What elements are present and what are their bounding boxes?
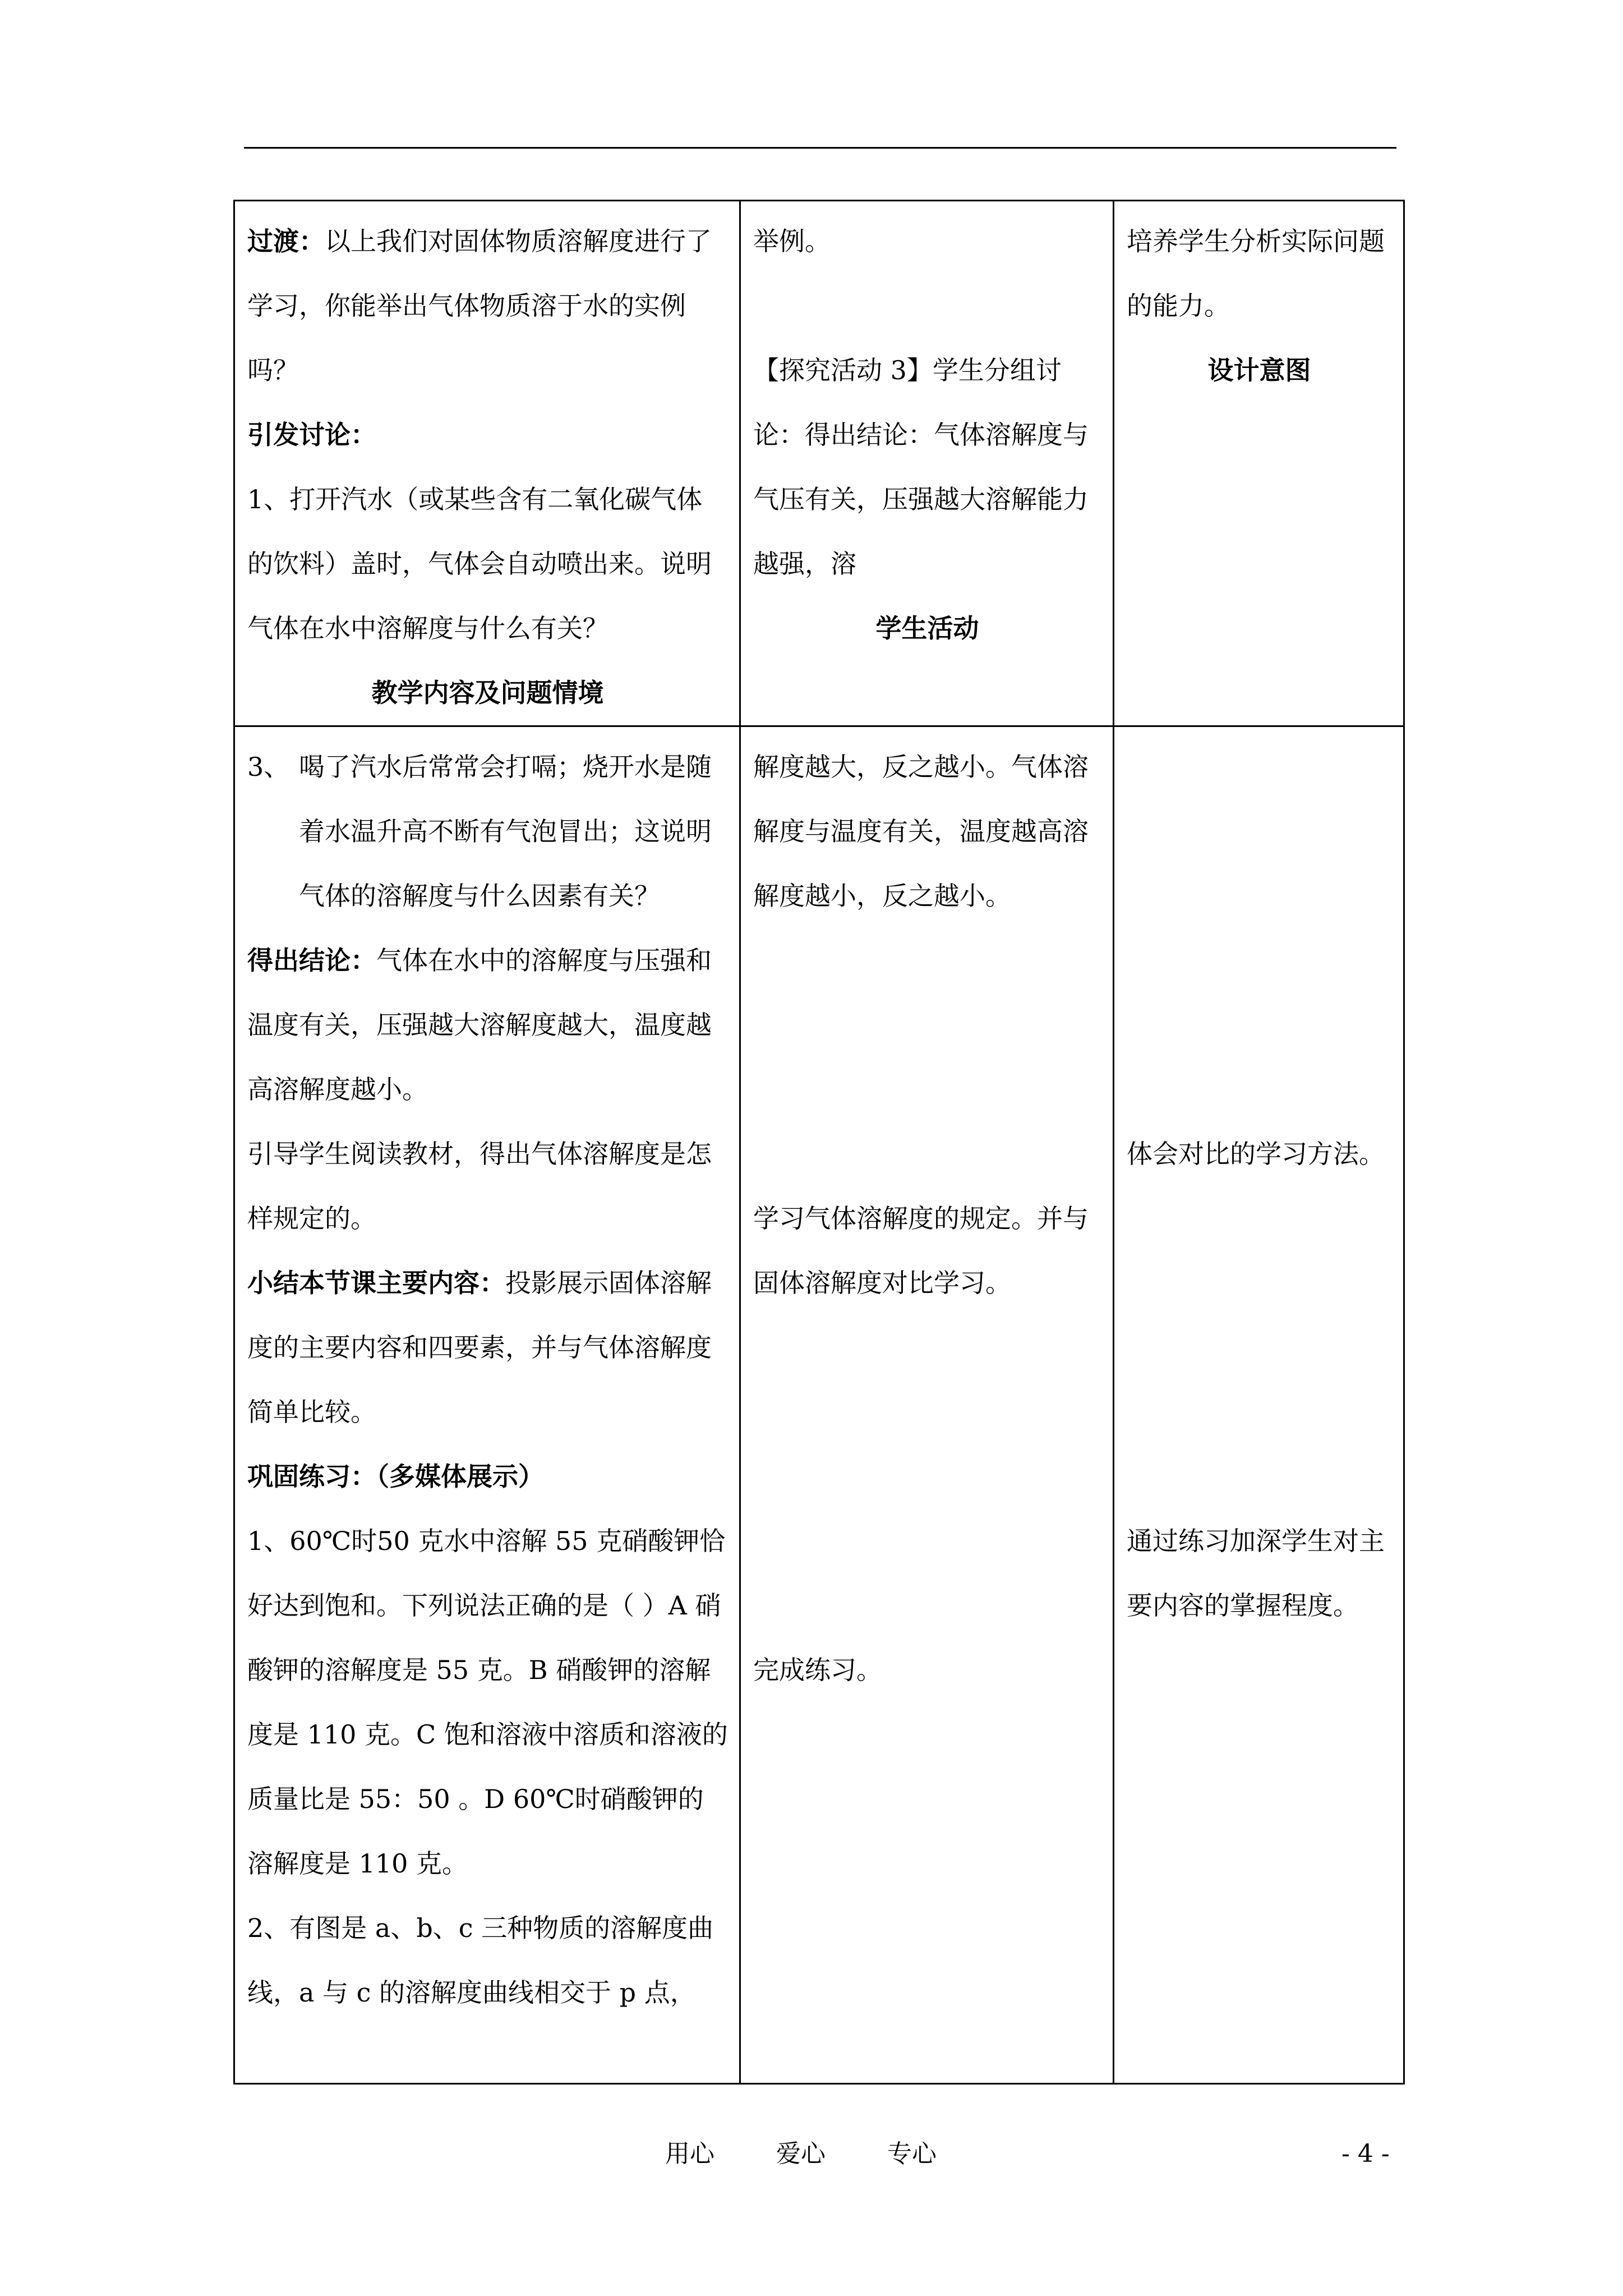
teaching-content-cell xyxy=(234,201,740,726)
gas-solubility-continued-text: 解度越大，反之越小。气体溶解度与温度有关，温度越高溶解度越小，反之越小。 xyxy=(753,752,1089,911)
item-3-number: 3、 xyxy=(247,752,290,782)
transition-label: 过渡： xyxy=(247,226,325,256)
transition-paragraph xyxy=(247,209,728,403)
practice-purpose-text: 通过练习加深学生对主要内容的掌握程度。 xyxy=(1127,1526,1385,1621)
conclusion-text: 气体在水中的溶解度与压强和温度有关，压强越大溶解度越大，温度越高溶解度越小。 xyxy=(247,945,712,1105)
study-rule-text: 学习气体溶解度的规定。并与固体溶解度对比学习。 xyxy=(753,1203,1089,1298)
lesson-plan-table xyxy=(233,200,1405,2085)
column-heading-design-intent: 设计意图 xyxy=(1207,355,1311,385)
page-number: - 4 - xyxy=(1341,2139,1390,2168)
design-intent-cell xyxy=(1114,726,1404,2084)
student-activity-cell xyxy=(740,726,1114,2084)
transition-text: 以上我们对固体物质溶解度进行了学习，你能举出气体物质溶于水的实例吗？ xyxy=(247,226,712,385)
footer-motto xyxy=(665,2137,998,2171)
practice-question-2: 2、有图是 a、b、c 三种物质的溶解度曲线，a 与 c 的溶解度曲线相交于 p 点， xyxy=(247,1913,714,2008)
summary-paragraph xyxy=(247,1251,728,1444)
column-heading-teaching-content: 教学内容及问题情境 xyxy=(371,678,604,708)
motto-word: 爱心 xyxy=(776,2139,826,2168)
teaching-content-cell xyxy=(234,726,740,2084)
conclusion-paragraph xyxy=(247,928,728,1122)
summary-label: 小结本节课主要内容： xyxy=(247,1268,505,1298)
complete-practice-text: 完成练习。 xyxy=(753,1655,882,1685)
practice-label: 巩固练习：（多媒体展示） xyxy=(247,1461,544,1492)
design-intent-cell xyxy=(1114,201,1404,726)
item-3-text: 喝了汽水后常常会打嗝；烧开水是随着水温升高不断有气泡冒出；这说明气体的溶解度与什么因素有关？ xyxy=(299,752,712,911)
motto-word: 用心 xyxy=(665,2139,714,2168)
student-activity-cell xyxy=(740,201,1114,726)
column-heading-student-activity: 学生活动 xyxy=(875,613,979,643)
contrast-method-text: 体会对比的学习方法。 xyxy=(1127,1139,1385,1169)
analysis-purpose-text: 培养学生分析实际问题的能力。 xyxy=(1127,226,1385,321)
conclusion-label: 得出结论： xyxy=(247,945,376,976)
practice-question-1: 1、60℃时50 克水中溶解 55 克硝酸钾恰好达到饱和。下列说法正确的是（ ）A 硝酸钾的溶解度是 55 克。B 硝酸钾的溶解度是 110 克。C 饱和溶液中溶质和溶液的质量比是 55：50 。D 60℃时硝酸钾的溶解度是 110 克。 xyxy=(247,1526,728,1879)
table-row xyxy=(234,726,1404,2084)
activity-3-text: 【探究活动 3】学生分组讨论：得出结论：气体溶解度与气压有关，压强越大溶解能力越强，溶 xyxy=(753,355,1089,579)
guide-reading-text: 引导学生阅读教材，得出气体溶解度是怎样规定的。 xyxy=(247,1139,712,1234)
summary-text: 投影展示固体溶解度的主要内容和四要素，并与气体溶解度简单比较。 xyxy=(247,1268,712,1427)
question-item-3 xyxy=(247,735,728,928)
motto-word: 专心 xyxy=(887,2139,937,2168)
table-row xyxy=(234,201,1404,726)
example-text: 举例。 xyxy=(753,226,831,256)
header-rule xyxy=(244,147,1396,149)
discussion-label: 引发讨论： xyxy=(247,420,376,450)
discussion-item-1: 1、打开汽水（或某些含有二氧化碳气体的饮料）盖时，气体会自动喷出来。说明气体在水中溶解度与什么有关？ xyxy=(247,484,712,643)
